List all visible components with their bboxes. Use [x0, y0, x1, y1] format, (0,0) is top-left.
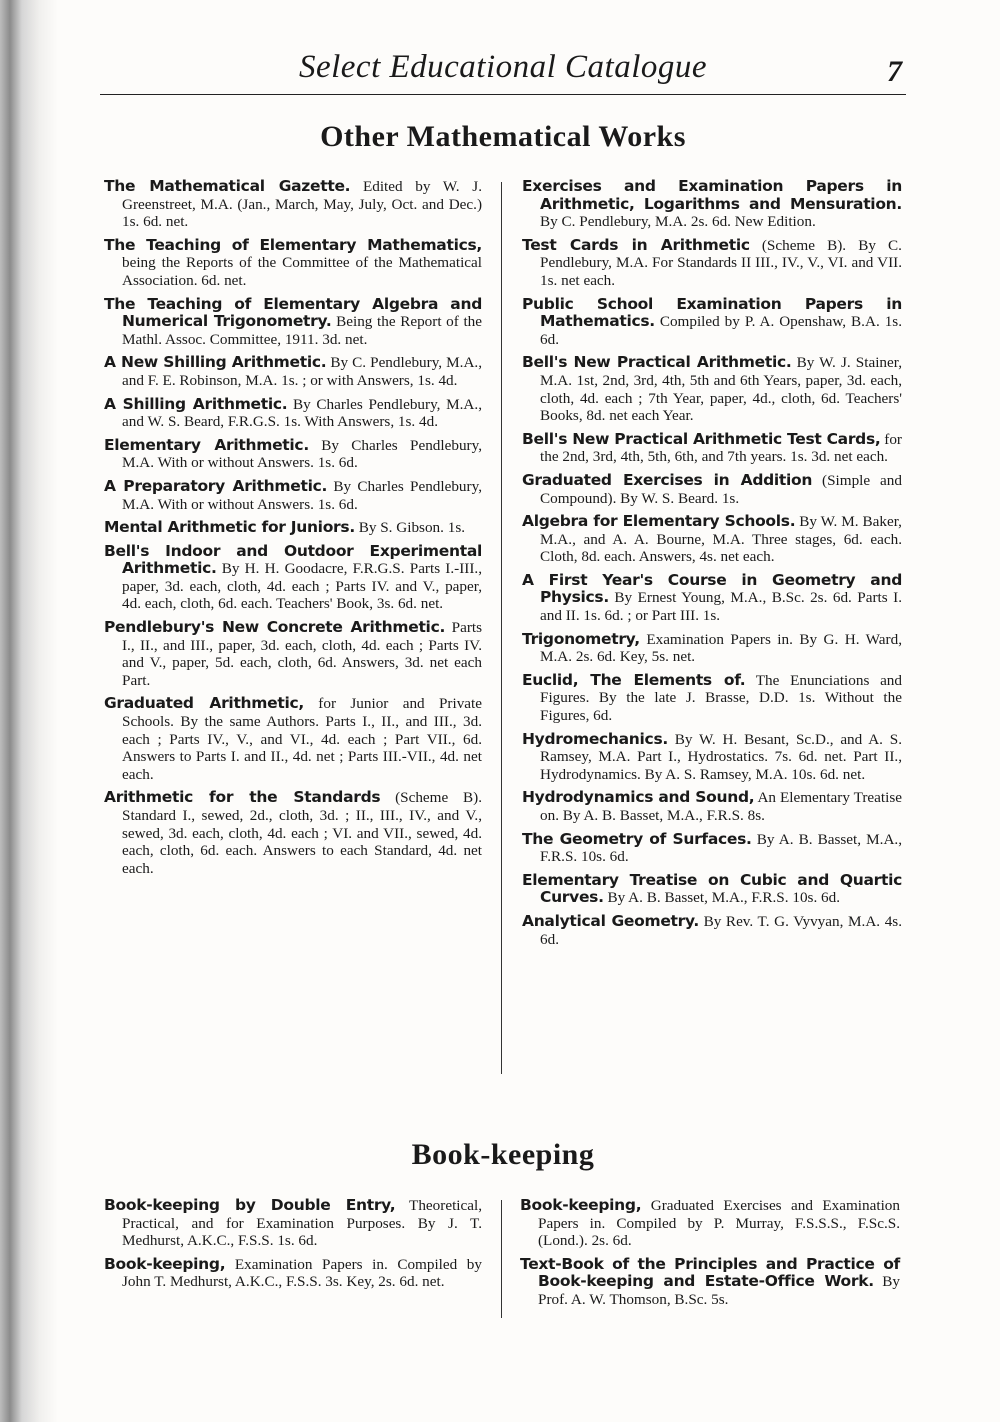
entry-description: for Junior and Private Schools. By the same Authors. Parts I., II., and III., 3d. each ; Parts IV., V., and VI., 4d. each ; Part VII., 6d. Answers to Parts I. and II., 4d. net ; Parts III.-VII., 4d. net each. — [122, 695, 483, 783]
catalogue-entry — [522, 237, 902, 290]
entry-description: By C. Pendlebury, M.A. 2s. 6d. New Edition. — [540, 213, 816, 231]
catalogue-entry — [520, 1256, 900, 1309]
entry-description: Parts I., II., and III., paper, 3d. each, cloth, 4d. each ; Parts IV. and V., paper, 5d. each, cloth, 6d. Answers, 3d. net each Part. — [122, 619, 482, 689]
entry-description: Being the Report of the Mathl. Assoc. Committee, 1911. 3d. net. — [122, 313, 483, 348]
bookkeeping-right-column — [520, 1197, 900, 1315]
entry-description: By W. M. Baker, M.A., and A. A. Bourne, M.A. Three stages, 6d. each. Cloth, 8d. each. Answers, 4s. net each. — [540, 513, 902, 566]
entry-description: (Scheme B). By C. Pendlebury, M.A. For Standards II III., IV., V., VI. and VII. 1s. net each. — [540, 236, 902, 289]
scanned-page-edge — [0, 0, 58, 1422]
entry-description: By Prof. A. W. Thomson, B.Sc. 5s. — [538, 1273, 900, 1308]
entry-title: Hydrodynamics and Sound, — [522, 788, 755, 807]
entry-description: Compiled by P. A. Openshaw, B.A. 1s. 6d. — [540, 313, 902, 348]
entry-description: for the 2nd, 3rd, 4th, 5th, 6th, and 7th years. 1s. 3d. net each. — [540, 430, 902, 466]
entry-title: A Shilling Arithmetic. — [104, 394, 288, 413]
entry-description: By A. B. Basset, M.A., F.R.S. 10s. 6d. — [603, 889, 841, 907]
catalogue-entry — [104, 789, 482, 877]
entry-description: Examination Papers in. Compiled by John T. Medhurst, A.K.C., F.S.S. 3s. Key, 2s. 6d. net. — [122, 1255, 482, 1291]
catalogue-entry — [522, 354, 902, 424]
catalogue-entry — [522, 513, 902, 566]
entry-description: By Charles Pendlebury, M.A., and W. S. Beard, F.R.G.S. 1s. With Answers, 1s. 4d. — [122, 395, 482, 431]
entry-title: Book-keeping by Double Entry, — [104, 1196, 396, 1214]
entry-title: The Mathematical Gazette. — [104, 177, 351, 195]
entry-title: The Geometry of Surfaces. — [522, 829, 752, 848]
entry-description: By Charles Pendlebury, M.A. With or without Answers. 1s. 6d. — [122, 477, 482, 513]
catalogue-entry — [522, 913, 902, 948]
entry-description: being the Reports of the Committee of the Mathematical Association. 6d. net. — [122, 254, 482, 289]
catalogue-entry — [522, 631, 902, 666]
entry-title: Hydromechanics. — [522, 729, 668, 748]
running-title: Select Educational Catalogue — [298, 49, 708, 85]
entry-title: Public School Examination Papers in Mathematics. — [522, 294, 902, 331]
catalogue-entry — [104, 519, 482, 537]
entry-title: The Teaching of Elementary Mathematics, — [104, 235, 482, 254]
entry-title: Bell's Indoor and Outdoor Experimental Arithmetic. — [104, 541, 482, 578]
entry-description: Graduated Exercises and Examination Papers in. Compiled by P. Murray, F.S.S.S., F.Sc.S. (Lond.). 2s. 6d. — [538, 1197, 900, 1250]
entry-description: By Charles Pendlebury, M.A. With or without Answers. 1s. 6d. — [122, 436, 482, 472]
entry-title: Text-Book of the Principles and Practice of Book-keeping and Estate-Office Work. — [520, 1254, 900, 1291]
catalogue-entry — [104, 237, 482, 290]
bookkeeping-left-column — [104, 1197, 482, 1297]
entry-title: Analytical Geometry. — [522, 911, 699, 930]
entry-title: Euclid, The Elements of. — [522, 670, 746, 689]
catalogue-entry — [522, 431, 902, 466]
entry-description: By W. J. Stainer, M.A. 1st, 2nd, 3rd, 4th, 5th and 6th Years, paper, 3d. each, cloth, 4d. each ; 7th Year, paper, 4d., cloth, 6d. Teachers' Books, 8d. net each Year. — [540, 354, 902, 425]
entry-description: By S. Gibson. 1s. — [354, 519, 466, 537]
catalogue-entry — [104, 543, 482, 613]
entry-title: Test Cards in Arithmetic — [522, 235, 750, 254]
entry-title: Bell's New Practical Arithmetic Test Cards, — [522, 429, 881, 448]
catalogue-entry — [104, 695, 482, 783]
entry-title: Book-keeping, — [104, 1254, 226, 1273]
entry-title: Mental Arithmetic for Juniors. — [104, 518, 355, 537]
entry-description: By Rev. T. G. Vyvyan, M.A. 4s. 6d. — [540, 912, 902, 948]
entry-description: By A. B. Basset, M.A., F.R.S. 10s. 6d. — [540, 830, 903, 866]
catalogue-entry — [104, 619, 482, 689]
entry-description: Theoretical, Practical, and for Examination Purposes. By J. T. Medhurst, A.K.C., F.S.S. 1s. 6d. — [122, 1197, 483, 1250]
catalogue-entry — [522, 731, 902, 784]
entry-description: (Simple and Compound). By W. S. Beard. 1s. — [540, 471, 902, 507]
entry-description: (Scheme B). Standard I., sewed, 2d., cloth, 3d. ; II., III., IV., and V., sewed, 3d. each, cloth, 4d. each ; VI. and VII., sewed, 4d. each, cloth, 6d. each. Answers to each Standard, 4d. net each. — [122, 789, 482, 877]
catalogue-entry — [104, 296, 482, 349]
entry-description: By H. H. Goodacre, F.R.G.S. Parts I.-III., paper, 3d. each, cloth, 4d. each ; Parts IV. and V., paper, 4d. each, cloth, 6d. each. Teachers' Book, 3s. 6d. net. — [122, 560, 482, 613]
entry-title: Graduated Exercises in Addition — [522, 470, 813, 489]
entry-title: Book-keeping, — [520, 1196, 642, 1214]
page-number: 7 — [887, 55, 902, 88]
entry-description: Edited by W. J. Greenstreet, M.A. (Jan., March, May, July, Oct. and Dec.) 1s. 6d. net. — [122, 178, 482, 231]
entry-description: By Ernest Young, M.A., B.Sc. 2s. 6d. Parts I. and II. 1s. 6d. ; or Part III. 1s. — [540, 589, 902, 625]
math-column-divider — [501, 182, 502, 1074]
entry-title: A New Shilling Arithmetic. — [104, 353, 327, 372]
math-right-column — [522, 178, 902, 954]
catalogue-entry — [104, 478, 482, 513]
math-left-column — [104, 178, 482, 883]
entry-description: The Enunciations and Figures. By the late J. Brasse, D.D. 1s. Without the Figures, 6d. — [540, 671, 902, 725]
bookkeeping-section-title: Book-keeping — [411, 1138, 595, 1171]
entry-title: The Teaching of Elementary Algebra and Numerical Trigonometry. — [104, 294, 482, 331]
entry-title: Elementary Arithmetic. — [104, 435, 309, 454]
entry-title: Elementary Treatise on Cubic and Quartic Curves. — [522, 870, 902, 907]
catalogue-entry — [522, 672, 902, 725]
entry-title: A First Year's Course in Geometry and Physics. — [522, 570, 902, 607]
catalogue-entry — [104, 1197, 482, 1250]
bookkeeping-column-divider — [501, 1200, 502, 1318]
entry-title: Trigonometry, — [522, 629, 640, 648]
entry-title: Graduated Arithmetic, — [104, 694, 304, 713]
entry-description: An Elementary Treatise on. By A. B. Basset, M.A., F.R.S. 8s. — [540, 789, 902, 824]
catalogue-entry — [522, 789, 902, 824]
catalogue-entry — [520, 1197, 900, 1250]
entry-title: A Preparatory Arithmetic. — [104, 476, 328, 495]
entry-title: Algebra for Elementary Schools. — [522, 512, 796, 531]
catalogue-entry — [522, 472, 902, 507]
entry-description: Examination Papers in. By G. H. Ward, M.A. 2s. 6d. Key, 5s. net. — [540, 630, 902, 666]
catalogue-entry — [104, 396, 482, 431]
catalogue-entry — [522, 178, 902, 231]
catalogue-entry — [104, 437, 482, 472]
entry-title: Pendlebury's New Concrete Arithmetic. — [104, 618, 446, 637]
catalogue-entry — [104, 354, 482, 389]
catalogue-entry — [522, 831, 902, 866]
catalogue-entry — [104, 178, 482, 231]
entry-title: Arithmetic for the Standards — [104, 788, 381, 807]
catalogue-entry — [522, 872, 902, 907]
entry-description: By W. H. Besant, Sc.D., and A. S. Ramsey, M.A. Part I., Hydrostatics. 7s. 6d. net. Part II., Hydrodynamics. By A. S. Ramsey, M.A. 10s. 6d. net. — [540, 730, 902, 783]
math-section-title: Other Mathematical Works — [320, 120, 686, 153]
catalogue-entry — [522, 572, 902, 625]
entry-title: Bell's New Practical Arithmetic. — [522, 353, 792, 372]
catalogue-entry — [104, 1256, 482, 1291]
entry-title: Exercises and Examination Papers in Arithmetic, Logarithms and Mensuration. — [522, 177, 902, 213]
catalogue-entry — [522, 296, 902, 349]
entry-description: By C. Pendlebury, M.A., and F. E. Robinson, M.A. 1s. ; or with Answers, 1s. 4d. — [122, 354, 482, 389]
page-header — [100, 46, 906, 95]
